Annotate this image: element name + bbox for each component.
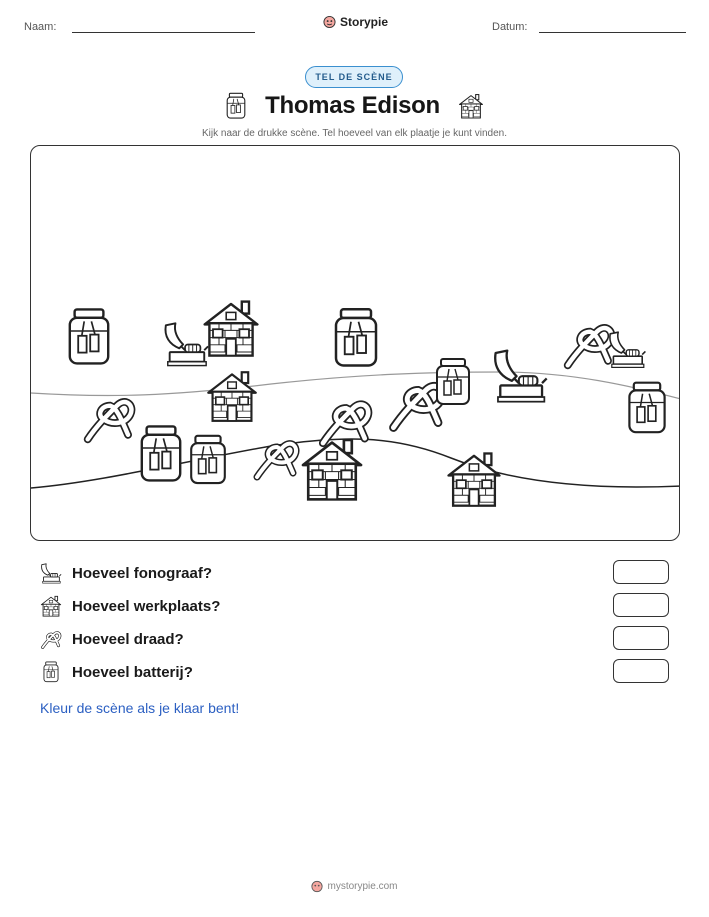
date-line[interactable] — [539, 32, 686, 33]
wire-icon — [568, 328, 612, 365]
phonograph-icon — [165, 323, 208, 365]
workshop-icon — [303, 440, 361, 499]
answer-box[interactable] — [613, 593, 669, 617]
answer-box[interactable] — [613, 626, 669, 650]
coloring-note: Kleur de scène als je klaar bent! — [40, 700, 240, 716]
question-row — [40, 560, 680, 586]
jar-icon — [40, 661, 62, 683]
instructions: Kijk naar de drukke scène. Tel hoeveel van elk plaatje je kunt vinden. — [201, 128, 507, 139]
wire-icon — [88, 402, 132, 439]
brand-logo — [323, 15, 388, 29]
jar-icon — [191, 436, 225, 483]
workshop-icon — [458, 93, 484, 119]
jar-icon — [629, 383, 664, 433]
question-text: Hoeveel werkplaats? — [72, 597, 221, 615]
wire-icon — [257, 444, 296, 477]
activity-badge: TEL DE SCÈNE — [305, 66, 403, 88]
jar-icon — [225, 92, 247, 120]
workshop-icon — [205, 302, 258, 356]
phonograph-icon — [40, 562, 62, 584]
workshop-icon — [208, 372, 256, 421]
footer-url[interactable]: mystorypie.com — [327, 881, 398, 892]
jar-icon — [437, 359, 469, 404]
jar-icon — [142, 426, 180, 480]
phonograph-icon — [610, 332, 646, 367]
brand-name: Storypie — [340, 15, 389, 29]
jar-icon — [336, 309, 376, 365]
wire-icon — [40, 628, 62, 650]
counting-scene — [30, 145, 680, 541]
question-row — [40, 593, 680, 619]
workshop-icon — [40, 595, 62, 617]
date-label: Datum: — [492, 21, 528, 33]
title-row — [0, 92, 709, 120]
name-label: Naam: — [24, 21, 57, 33]
question-text: Hoeveel draad? — [72, 630, 184, 648]
wire-icon — [323, 404, 368, 443]
question-row — [40, 626, 680, 652]
name-line[interactable] — [72, 32, 255, 33]
phonograph-icon — [495, 351, 546, 402]
question-text: Hoeveel batterij? — [72, 663, 193, 681]
workshop-icon — [448, 453, 499, 505]
question-text: Hoeveel fonograaf? — [72, 564, 213, 582]
footer — [0, 880, 709, 893]
jar-icon — [70, 309, 108, 363]
answer-box[interactable] — [613, 560, 669, 584]
storypie-icon — [311, 880, 323, 893]
answer-box[interactable] — [613, 659, 669, 683]
storypie-icon — [323, 15, 336, 29]
wire-icon — [393, 386, 441, 427]
background-hill — [31, 372, 680, 399]
scene-drawing — [31, 146, 680, 541]
page-title: Thomas Edison — [265, 92, 440, 119]
question-row — [40, 659, 680, 685]
